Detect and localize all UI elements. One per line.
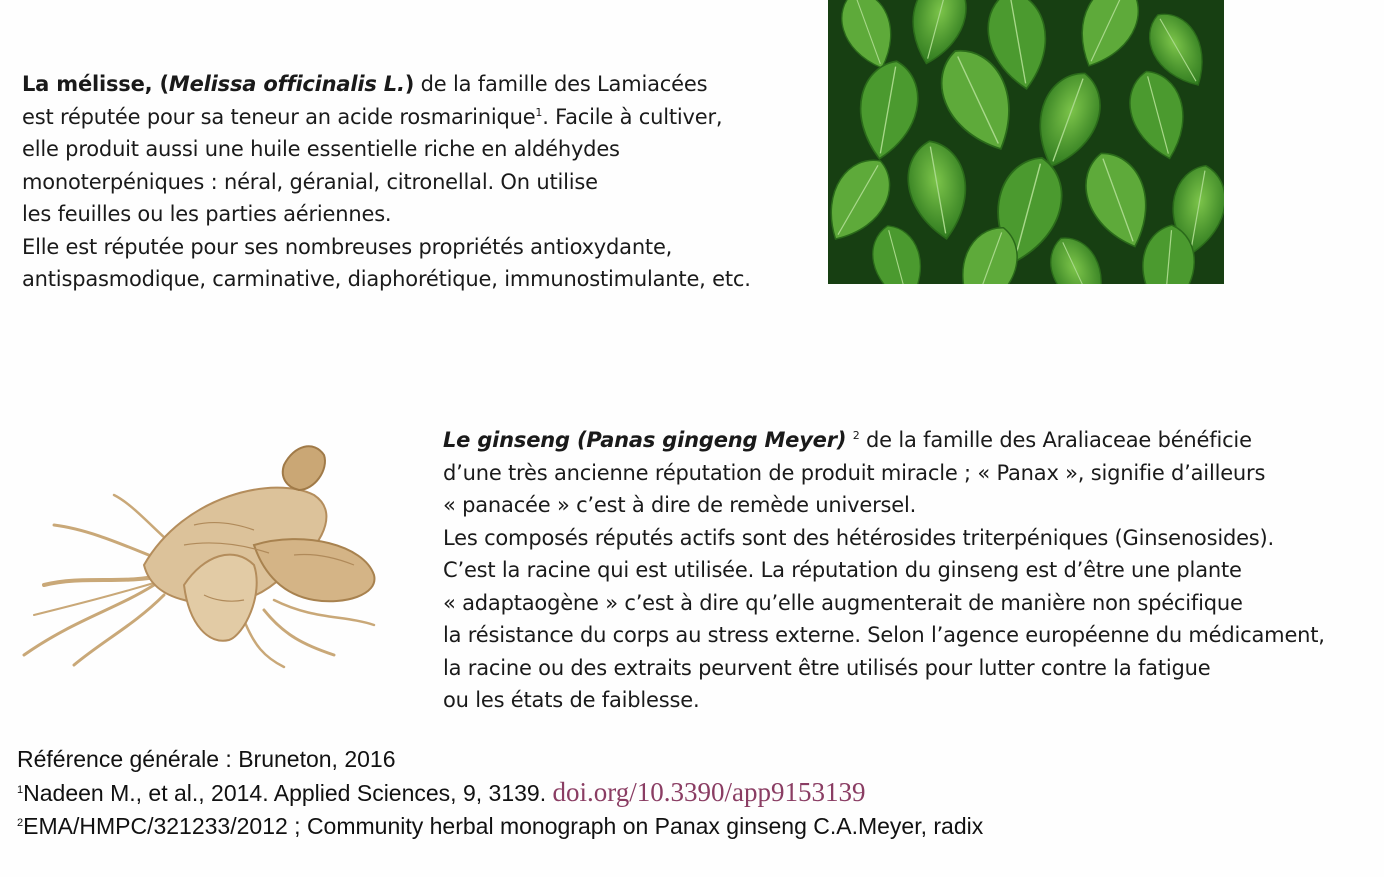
ginseng-line-7: la résistance du corps au stress externe. Selon l’agence européenne du médicament, (443, 623, 1325, 647)
melisse-paragraph (22, 68, 751, 296)
doi-link[interactable]: doi.org/10.3390/app9153139 (552, 777, 866, 807)
ginseng-line-6: « adaptaogène » c’est à dire qu’elle augmenterait de manière non spécifique (443, 590, 1243, 615)
ginseng-line-3: « panacée » c’est à dire de remède universel. (443, 493, 917, 517)
ginseng-title: Le ginseng (Panas gingeng Meyer) (443, 428, 847, 452)
reference-2 (17, 810, 983, 843)
ginseng-line-5: C’est la racine qui est utilisée. La réputation du ginseng est d’être une plante (443, 558, 1242, 582)
ginseng-line-2: d’une très ancienne réputation de produit miracle ; « Panax », signifie d’ailleurs (443, 460, 1266, 485)
ginseng-line-9: ou les états de faiblesse. (443, 688, 700, 712)
ginseng-line-4: Les composés réputés actifs sont des hétérosides triterpéniques (Ginsenosides). (443, 525, 1275, 550)
melisse-line-1: de la famille des Lamiacées (414, 72, 708, 96)
reference-1-marker: 1 (17, 784, 24, 796)
references (17, 743, 983, 843)
lemon-balm-photo (828, 0, 1224, 284)
reference-2-marker: 2 (17, 817, 24, 829)
general-reference: Référence générale : Bruneton, 2016 (17, 746, 396, 772)
reference-1-text: Nadeen M., et al., 2014. Applied Sciences, 9, 3139. (23, 780, 553, 806)
footnote-marker-1: 1 (535, 105, 543, 119)
melisse-line-6: Elle est réputée pour ses nombreuses propriétés antioxydante, (22, 234, 673, 259)
melisse-line-2b: . Facile à cultiver, (542, 104, 723, 129)
ginseng-line-8: la racine ou des extraits peurvent être utilisés pour lutter contre la fatigue (443, 655, 1211, 680)
footnote-marker-2: 2 (852, 429, 860, 442)
ginseng-line-1: de la famille des Araliaceae bénéficie (859, 428, 1252, 452)
melisse-line-3: elle produit aussi une huile essentielle riche en aldéhydes (22, 137, 620, 161)
reference-2-text: EMA/HMPC/321233/2012 ; Community herbal monograph on Panax ginseng C.A.Meyer, radix (23, 813, 984, 839)
melisse-latin-name: Melissa officinalis L. (168, 72, 405, 96)
melisse-line-2: est réputée pour sa teneur an acide rosmarinique (22, 104, 536, 129)
reference-1 (17, 776, 983, 810)
melisse-title: La mélisse, ( (22, 72, 169, 96)
melisse-line-7: antispasmodique, carminative, diaphorétique, immunostimulante, etc. (22, 267, 751, 291)
ginseng-paragraph (443, 424, 1325, 717)
melisse-line-4: monoterpéniques : néral, géranial, citronellal. On utilise (22, 169, 598, 194)
melisse-title-close: ) (404, 72, 415, 96)
ginseng-root-photo (14, 435, 384, 670)
melisse-line-5: les feuilles ou les parties aériennes. (22, 202, 392, 226)
